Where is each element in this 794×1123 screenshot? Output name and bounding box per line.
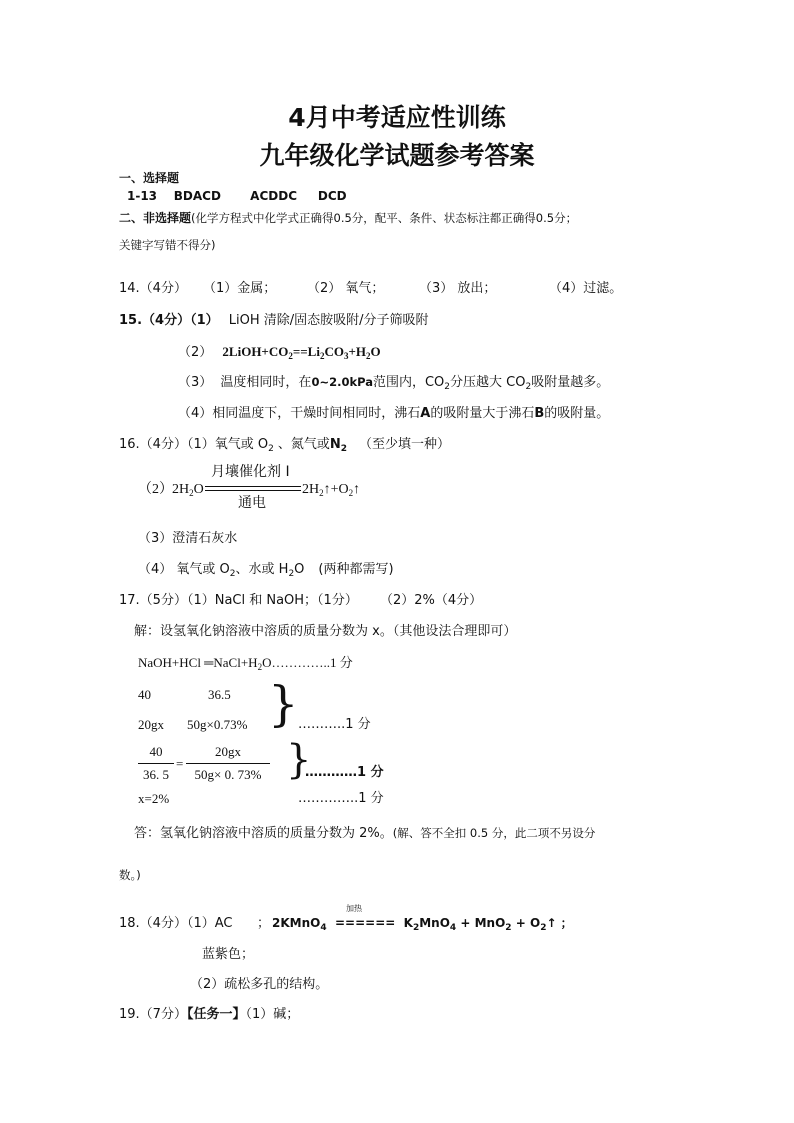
q18-answer-color: 蓝紫色；	[202, 947, 255, 962]
q15-line-4	[178, 407, 609, 420]
choice-answers-group-2: ACDDC	[250, 189, 297, 203]
q14-answer-4: （4）过滤。	[549, 281, 623, 296]
q17-answer-note-end: 数。)	[119, 868, 141, 882]
q18-answer-1: 18.（4分）（1）AC	[119, 916, 233, 931]
q15-answer-3-label: （3）	[178, 375, 213, 390]
q17-fraction-2-denominator: 50g× 0. 73%	[194, 767, 262, 782]
q18-equation: 2KMnO$_4$ ====== $K_2MnO_4 + MnO_2$ + $O_2↑$ ；	[272, 916, 573, 933]
q17-part-1: 17.（5分）（1）NaCl 和 NaOH；（1分）	[119, 593, 358, 608]
q14-answer-3: （3） 放出；	[419, 281, 497, 296]
q14-line	[119, 281, 623, 296]
q15-answer-4: （4）相同温度下，干燥时间相同时，沸石A的吸附量大于沸石B的吸附量。	[178, 406, 610, 421]
q17-ratio-row-2-col-2: 50g×0.73%	[187, 717, 248, 732]
q19-line-1	[119, 1008, 299, 1021]
q17-fraction-1-numerator: 40	[149, 744, 163, 759]
q17-fraction-1-denominator: 36. 5	[143, 767, 169, 782]
q17-solve-setup: 解：设氢氧化钠溶液中溶质的质量分数为 x。（其他设法合理即可）	[134, 624, 517, 639]
q15-answer-2-label: （2）	[178, 345, 213, 360]
q16-line-1: 16.（4分）（1）氧气或 $O_2$ 、氮气或$N_2$ （至少填一种）	[119, 437, 451, 454]
q15-line-2	[178, 345, 381, 359]
q17-answer-line	[134, 827, 595, 840]
title-line-1: 4月中考适应性训练	[288, 103, 506, 132]
q17-answer: 答：氢氧化钠溶液中溶质的质量分数为 2%。	[134, 826, 393, 841]
q15-line-3	[178, 375, 610, 392]
q16-equation-arrow-bottom	[205, 490, 301, 491]
section-2-note-a: (化学方程式中化学式正确得0.5分，配平、条件、状态标注都正确得0.5分；	[191, 211, 578, 225]
q17-score-3: …………..1 分	[298, 791, 384, 806]
q15-number: 15.（4分）（1）	[119, 313, 219, 328]
q16-equation-left: $2H_2O$	[172, 482, 204, 498]
q18-line-1: 18.（4分）（1）AC ；	[119, 916, 271, 931]
q17-ratio-row-1-col-2: 36.5	[208, 687, 231, 702]
choice-answers-label: 1-13	[127, 189, 158, 203]
q15-line-1	[119, 314, 429, 327]
q19-answer-1: （1）碱；	[245, 1007, 300, 1022]
q17-fraction-2	[186, 744, 270, 783]
section-2-heading: 二、非选择题	[119, 211, 192, 225]
q14-answer-2: （2） 氧气；	[307, 281, 385, 296]
q16-answer-4: （4） 氧气或 $O_2$、水或 $H_2O$ (两种都需写)	[138, 562, 394, 579]
section-1-heading: 一、选择题	[119, 171, 180, 185]
q16-equation-arrow-top	[205, 486, 301, 487]
title-line-2: 九年级化学试题参考答案	[259, 141, 535, 170]
section-2-note-b: 关键字写错不得分)	[119, 238, 216, 252]
q16-answer-3: （3）澄清石灰水	[138, 531, 238, 546]
q17-answer-note: (解、答不全扣 0.5 分，此二项不另设分	[392, 826, 596, 840]
q14-number: 14.（4分）	[119, 281, 187, 296]
q17-brace-1: }	[268, 676, 299, 732]
q15-equation: $2LiOH+CO_2==Li_2CO_3+H_2O$	[222, 344, 381, 361]
q16-equation-right: $2H_2↑+O_2↑$	[302, 482, 361, 498]
choice-answers	[127, 190, 347, 202]
q17-score-1: ………..1 分	[298, 717, 371, 732]
section-2-heading-line	[119, 212, 577, 225]
q17-line-1	[119, 594, 482, 607]
q16-equation-label: （2）	[138, 482, 173, 497]
q17-part-2: （2）2%（4分）	[379, 593, 483, 608]
choice-answers-group-3: DCD	[317, 189, 347, 203]
q19-number: 19.（7分）	[119, 1007, 187, 1022]
q17-brace-2: }	[286, 737, 312, 783]
q17-equation: NaOH+HCl $═NaCl+H_2O\dots\dots\dots\dots..1$ 分	[138, 655, 353, 672]
q15-answer-3: 温度相同时，在0~2.0kPa范围内，$CO_2$分压越大 $CO_2$吸附量越多。	[220, 375, 610, 392]
choice-answers-group-1: BDACD	[173, 189, 221, 203]
q18-condition: 加热	[346, 904, 362, 913]
q17-ratio-row-1-col-1: 40	[138, 687, 151, 702]
q15-answer-1: LiOH 清除/固态胺吸附/分子筛吸附	[228, 313, 429, 328]
q17-score-2: …………1 分	[305, 765, 384, 780]
q14-answer-1: （1）金属；	[203, 281, 277, 296]
q19-task-1: 【任务一】	[186, 1007, 246, 1022]
q16-equation-condition: 通电	[238, 495, 266, 511]
q17-result: x=2%	[138, 791, 170, 806]
q18-answer-2: （2）疏松多孔的结构。	[190, 977, 329, 992]
q17-fraction-2-numerator: 20gx	[215, 744, 241, 759]
q17-equals: =	[176, 756, 184, 771]
q16-equation-catalyst: 月壤催化剂 I	[211, 464, 290, 480]
q17-ratio-row-2-col-1: 20gx	[138, 717, 164, 732]
q17-fraction-1	[138, 744, 174, 783]
